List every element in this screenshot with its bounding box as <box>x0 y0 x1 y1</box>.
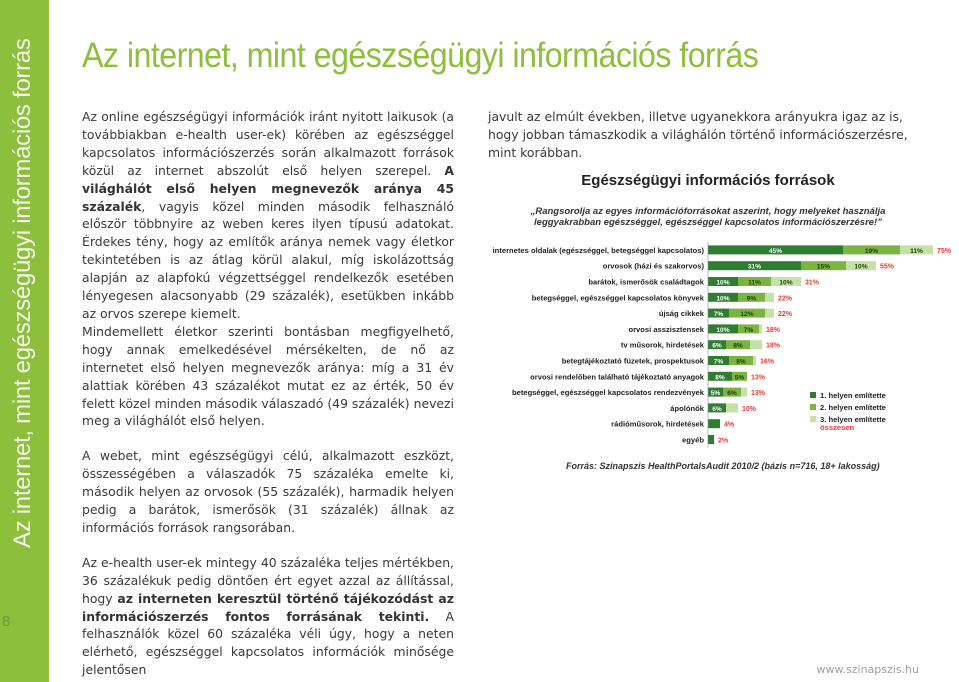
bar-value-label: 7% <box>743 326 754 334</box>
bar-segment <box>708 435 714 444</box>
legend-swatch <box>810 416 816 422</box>
chart-source: Forrás: Szinapszis HealthPortalsAudit 2010/2 (bázis n=716, 18+ lakosság) <box>566 461 880 471</box>
chart-title: Egészségügyi információs források <box>581 172 835 189</box>
total-label: 31% <box>805 279 820 287</box>
bar-segment <box>753 356 756 365</box>
category-label: rádióműsorok, hirdetések <box>611 419 704 429</box>
paragraph-1 <box>82 108 454 323</box>
category-label: barátok, ismerősök családtagok <box>588 277 704 287</box>
bar-value-label: 11% <box>910 247 923 255</box>
total-label: 18% <box>766 326 781 334</box>
paragraph-1-text-a: Az online egészségügyi információk iránt nyitott laikusok (a továbbiakban e-health user-ek) körében az egészséggel kapcsolatos információszerzés során alkalmazott források közül az internet abszolút első helyen szerepel. <box>82 109 454 178</box>
bar-value-label: 5% <box>734 374 745 382</box>
bar-value-label: 9% <box>746 295 757 303</box>
bar-value-label: 15% <box>816 263 831 271</box>
bar-segment <box>765 293 774 302</box>
bar-value-label: 7% <box>713 311 724 319</box>
bar-value-label: 6% <box>712 342 722 350</box>
category-label: újság cikkek <box>658 309 704 319</box>
total-label: 22% <box>778 311 793 319</box>
total-label: 10% <box>742 405 757 413</box>
category-label: tv műsorok, hirdetések <box>620 340 704 350</box>
bar-value-label: 31% <box>747 263 762 271</box>
bar-value-label: 7% <box>713 358 724 366</box>
category-label: internetes oldalak (egészséggel, betegséggel kapcsolatos) <box>492 245 704 255</box>
footer-url: www.szinapszis.hu <box>816 663 919 676</box>
category-label: egyéb <box>682 435 704 445</box>
category-label: orvosok (házi és szakorvos) <box>602 261 704 271</box>
sidebar-title: Az internet, mint egészségügyi információs forrás <box>9 38 36 548</box>
sources-chart <box>488 170 952 490</box>
category-label: ápolónők <box>670 403 704 413</box>
bar-segment <box>765 309 774 318</box>
bar-segment <box>759 324 762 333</box>
bar-segment <box>726 403 738 412</box>
legend-label: 3. helyen említette <box>820 415 886 424</box>
total-label: 13% <box>751 374 766 382</box>
bar-segment <box>750 340 762 349</box>
total-label: 18% <box>766 342 781 350</box>
left-column <box>82 108 454 679</box>
category-label: orvosi rendelőben található tájékoztató anyagok <box>530 372 704 382</box>
legend-total-label: összesen <box>820 423 855 432</box>
paragraph-2: Mindemellett életkor szerinti bontásban megfigyelhető, hogy annak emelkedésével mérsékelten, de nő az internetet első helyen megnevezők aránya: míg a 31 év alattiak körében 43 százalékot mutat ez az érték, 50 év felett közel minden második válaszadó (49 százalék) nevezi meg a világhálót első helyen. <box>82 323 454 429</box>
legend-swatch <box>810 404 816 410</box>
right-paragraph-1: javult az elmúlt években, illetve ugyanekkora arányukra igaz az is, hogy jobban támaszkodik a világhálón történő információszerzésre, mint korábban. <box>488 109 908 160</box>
legend-swatch <box>810 392 816 398</box>
total-label: 2% <box>718 437 729 445</box>
bar-value-label: 10% <box>716 279 730 287</box>
page-title: Az internet, mint egészségügyi információs forrás <box>82 36 759 75</box>
bar-value-label: 6% <box>712 405 722 413</box>
total-label: 16% <box>760 358 775 366</box>
right-column <box>488 108 928 162</box>
chart-plot <box>488 240 952 460</box>
bar-value-label: 8% <box>733 342 743 350</box>
bar-value-label: 8% <box>736 358 746 366</box>
category-label: betegtájékoztató füzetek, prospektusok <box>561 356 704 366</box>
paragraph-1-text-c: , vagyis közel minden második felhasználó először többnyire az weben keres ilyen típusú adatokat. Érdekes tény, hogy az említők aránya nemek vagy életkor tekintetében is az átlag körül alakul, míg iskolázottság alapján az alapfokú végzettséggel rendelkezők esetében lényegesen alacsonyabb (29 százalék), esetükben inkább az orvos szerepe kiemelt. <box>82 198 454 321</box>
category-label: betegséggel, egészséggel kapcsolatos rendezvények <box>511 388 704 398</box>
paragraph-4-text-c: A felhasználók közel 60 százaléka véli úgy, hogy a neten elérhető, egészséggel kapcsolatos információk minősége jelentősen <box>82 608 454 678</box>
paragraph-4-highlight: az interneten keresztül történő tájékozódást az információszerzés fontos forrásának tekinti. <box>82 590 454 624</box>
category-label: orvosi asszisztensek <box>628 324 704 334</box>
legend-label: 2. helyen említette <box>820 403 886 412</box>
paragraph-4 <box>82 554 454 679</box>
legend-label: 1. helyen említette <box>820 391 886 400</box>
bar-value-label: 45% <box>768 247 783 255</box>
bar-value-label: 10% <box>716 295 730 303</box>
bar-segment <box>741 388 747 397</box>
paragraph-3: A webet, mint egészségügyi célú, alkalmazott eszközt, összességében a válaszadók 75 százaléka emelte ki, második helyen az orvosok (55 százalék), harmadik helyen pedig a barátok, ismerősök (31 százalék) állnak az információs források rangsorában. <box>82 448 454 535</box>
chart-subtitle: „Rangsorolja az egyes információforrásokat aszerint, hogy melyeket használja leggyakrabban egészséggel, egészséggel kapcsolatos információszerzésre!” <box>530 206 886 228</box>
total-label: 4% <box>724 421 735 429</box>
bar-segment <box>708 419 720 428</box>
total-label: 13% <box>751 390 766 398</box>
page-number: 8 <box>2 613 11 630</box>
sidebar-band <box>0 0 49 682</box>
bar-value-label: 19% <box>864 247 879 255</box>
bar-value-label: 6% <box>727 390 737 398</box>
total-label: 75% <box>937 247 952 255</box>
bar-value-label: 8% <box>715 374 725 382</box>
total-label: 55% <box>880 263 895 271</box>
bar-value-label: 5% <box>710 390 721 398</box>
bar-value-label: 10% <box>779 279 793 287</box>
bar-value-label: 10% <box>854 263 868 271</box>
paragraph-4-text-a: Az e-health user-ek mintegy 40 százaléka teljes mértékben, 36 százalékuk pedig döntően ért egyet azzal az állítással, hogy <box>82 554 454 606</box>
category-label: betegséggel, egészséggel kapcsolatos könyvek <box>531 293 704 303</box>
bar-value-label: 10% <box>716 326 730 334</box>
bar-value-label: 12% <box>740 311 754 319</box>
total-label: 22% <box>778 295 793 303</box>
paragraph-1-highlight: A világhálót első helyen megnevezők aránya 45 százalék <box>82 162 454 214</box>
bar-value-label: 11% <box>748 279 761 287</box>
